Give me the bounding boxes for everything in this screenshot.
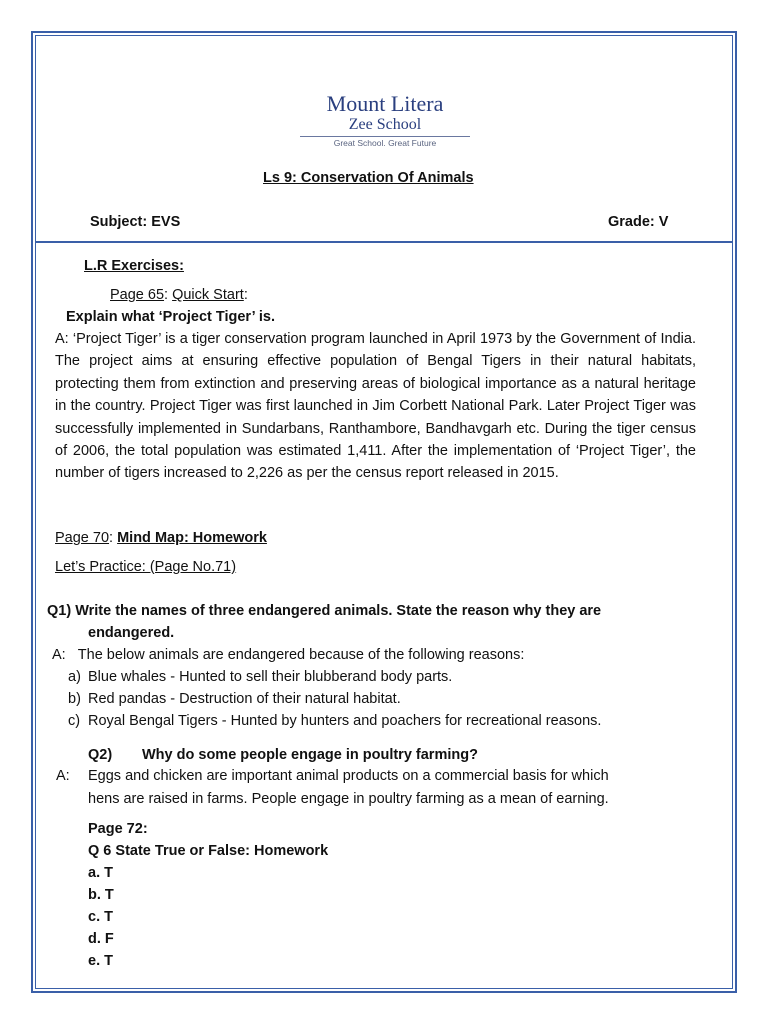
school-logo [290,92,480,148]
tf-answer: c. T [88,909,113,925]
mind-map-line [55,528,267,548]
mind-map-page: Page 70 [55,530,110,546]
question-explain: Explain what ‘Project Tiger’ is. [66,309,275,325]
q2-label: Q2) [88,747,113,763]
lesson-title: Ls 9: Conservation Of Animals [263,170,474,186]
answer-explain: A: ‘Project Tiger’ is a tiger conservation program launched in April 1973 by the Government of India. The project aims at ensuring effective population of Bengal Tigers in their natural habitats, protecting them from extinction and preserving areas of biological importance as a natural heritage in the country. Project Tiger was first launched in Jim Corbett National Park. Later Project Tiger was successfully implemented in Sundarbans, Ranthambore, Bandhavgarh etc. During the tiger census of 2006, the total population was estimated 1,411. After the implementation of ‘Project Tiger’, the number of tigers increased to 2,226 as per the census report released in 2015. [55,331,696,482]
grade-label: Grade: V [608,214,669,230]
mind-map-label: Mind Map: Homework [117,530,267,546]
list-text: Royal Bengal Tigers - Hunted by hunters and poachers for recreational reasons. [88,713,602,729]
list-item [68,710,601,732]
logo-title: Mount Litera [326,91,444,116]
q2-text: Why do some people engage in poultry farming? [142,747,478,763]
page72-heading: Page 72: [88,821,148,837]
logo-subtitle: Zee School [348,116,422,133]
quick-start-line [110,285,248,305]
lets-practice-heading: Let’s Practice: (Page No.71) [55,559,237,575]
a1-intro-text: The below animals are endangered because of the following reasons: [77,647,525,663]
list-text: Red pandas - Destruction of their natural habitat. [88,691,401,707]
list-item [68,688,601,710]
a2-marker: A: [56,768,70,784]
q1-line2: endangered. [88,625,175,641]
list-marker: a) [68,669,81,685]
list-item [68,666,601,688]
tf-answer: d. F [88,931,114,947]
section-heading: L.R Exercises: [84,258,184,274]
logo-rule [300,136,470,137]
a1-list [68,666,601,732]
logo-tagline: Great School. Great Future [333,138,437,148]
tf-answer: e. T [88,953,113,969]
list-text: Blue whales - Hunted to sell their blubberand body parts. [88,669,453,685]
a2-line2: hens are raised in farms. People engage in poultry farming as a mean of earning. [88,791,609,807]
quick-start-page: Page 65 [110,287,165,303]
list-marker: b) [68,691,81,707]
header-divider [35,241,733,243]
subject-label: Subject: EVS [90,214,181,230]
quick-start-sep: : [164,287,169,303]
a1-marker: A: [52,647,66,663]
tf-answer: b. T [88,887,114,903]
q6-heading: Q 6 State True or False: Homework [88,843,329,859]
mind-map-sep: : [109,530,118,546]
list-marker: c) [68,713,81,729]
a1-intro [52,645,524,665]
q1-line1: Q1) Write the names of three endangered animals. State the reason why they are [47,603,602,619]
quick-start-colon: : [243,287,248,303]
quick-start-label: Quick Start [172,287,244,303]
a2-line1: Eggs and chicken are important animal products on a commercial basis for which [88,768,609,784]
tf-answer: a. T [88,865,113,881]
